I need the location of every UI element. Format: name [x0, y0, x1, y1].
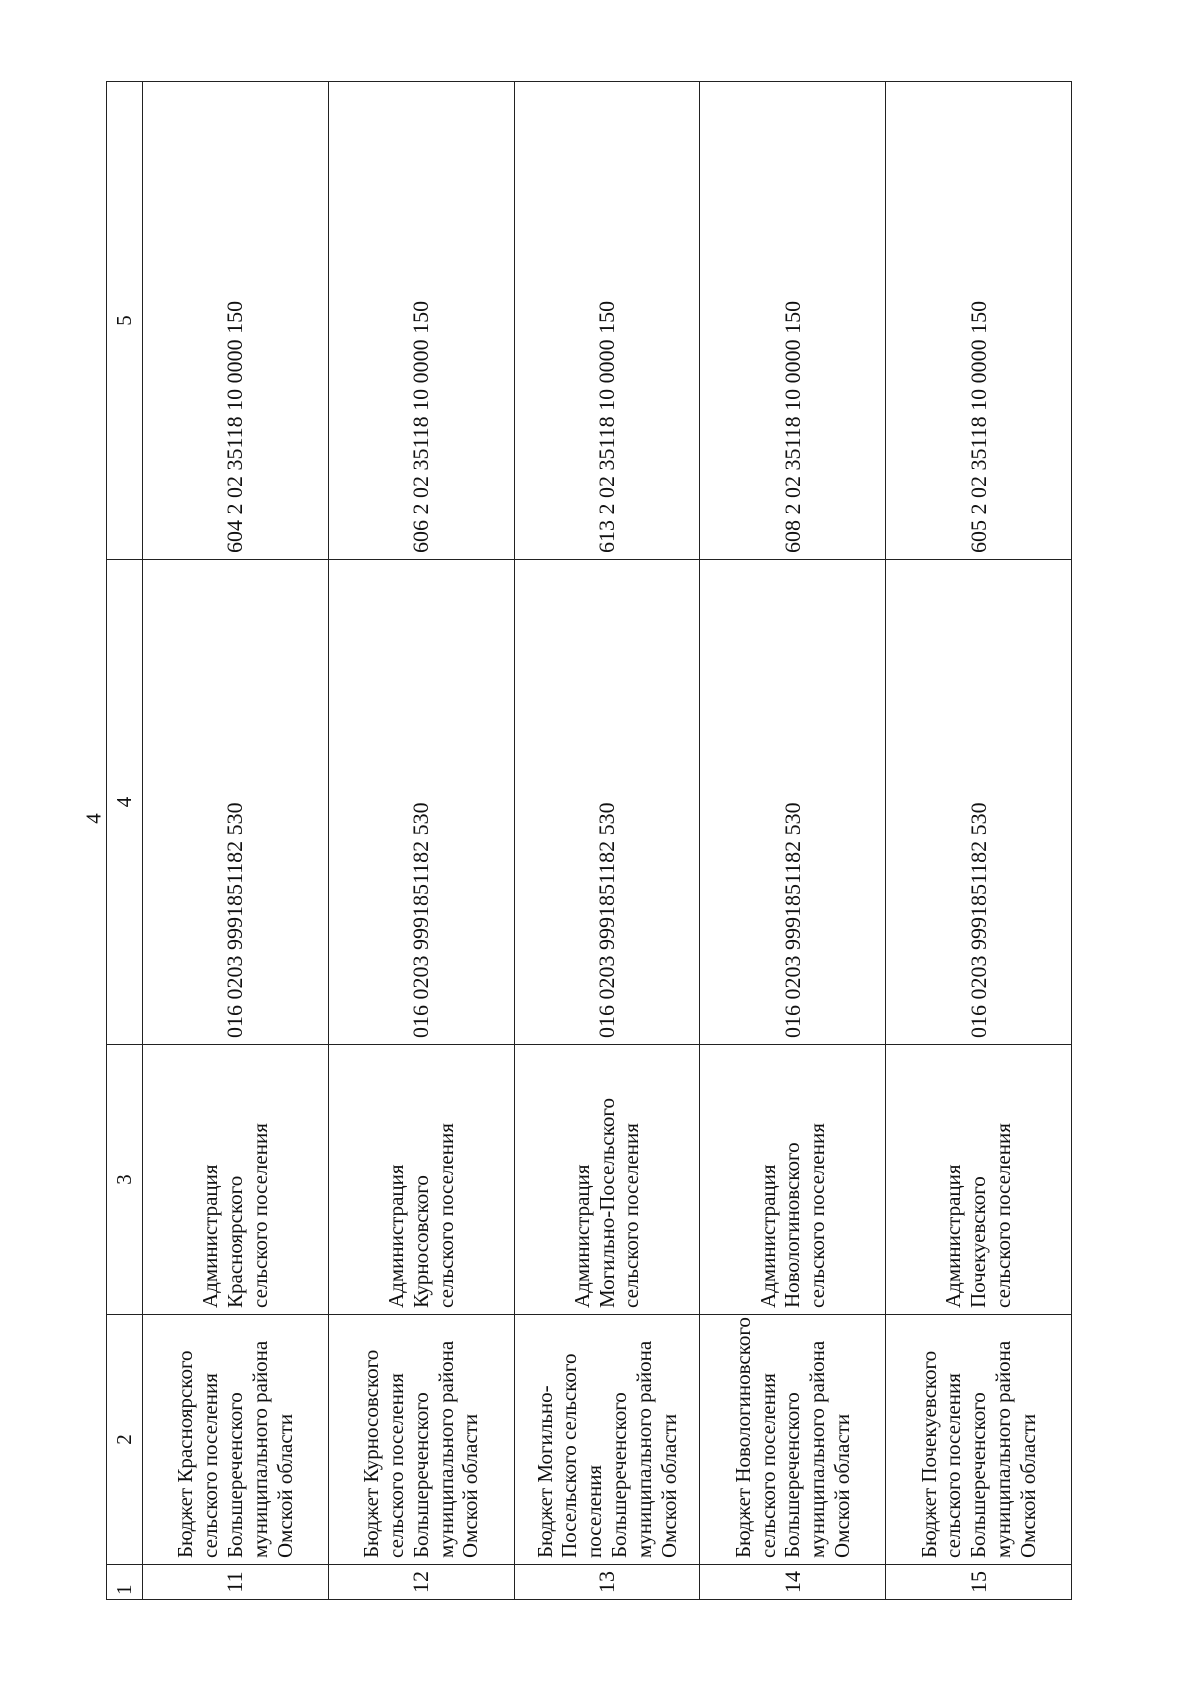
- administrator-line: Красноярского: [223, 1175, 248, 1308]
- budget-name-line: муниципального района: [805, 1340, 830, 1558]
- budget-name-line: Омской области: [458, 1413, 483, 1558]
- budget-name-line: Омской области: [656, 1413, 681, 1558]
- budget-name-line: Бюджет Почекуевского: [916, 1350, 941, 1558]
- budget-name-line: Омской области: [272, 1413, 297, 1558]
- budget-name-line: муниципального района: [631, 1340, 656, 1558]
- budget-name-line: Большереченского: [223, 1392, 248, 1558]
- administrator-cell: [514, 1045, 700, 1315]
- budget-name-cell: [514, 1315, 700, 1565]
- expense-code-cell: 016 0203 9991851182 530: [886, 560, 1072, 1045]
- expense-code-cell: 016 0203 9991851182 530: [328, 560, 514, 1045]
- administrator-cell: [328, 1045, 514, 1315]
- budget-name-line: Омской области: [829, 1413, 854, 1558]
- administrator-line: сельского поселения: [619, 1123, 644, 1308]
- budget-name-line: муниципального района: [990, 1340, 1015, 1558]
- budget-name-line: Бюджет Новологиновского: [730, 1317, 755, 1558]
- column-number-1: 1: [107, 1565, 143, 1600]
- budget-name-line: Посельского сельского: [557, 1353, 582, 1558]
- expense-code-cell: 016 0203 9991851182 530: [514, 560, 700, 1045]
- budget-name-line: поселения: [582, 1464, 607, 1558]
- budget-name-line: Бюджет Могильно-: [532, 1385, 557, 1558]
- budget-name-line: сельского поселения: [941, 1373, 966, 1558]
- distribution-table: [106, 81, 1072, 1600]
- expense-code-cell: 016 0203 9991851182 530: [700, 560, 886, 1045]
- budget-name-cell: [328, 1315, 514, 1565]
- budget-name-line: сельского поселения: [198, 1373, 223, 1558]
- budget-name-cell: [143, 1315, 329, 1565]
- administrator-cell: [886, 1045, 1072, 1315]
- row-number: 14: [700, 1565, 886, 1600]
- administrator-line: Новологиновского: [780, 1142, 805, 1308]
- budget-name-line: муниципального района: [247, 1340, 272, 1558]
- administrator-line: сельского поселения: [805, 1123, 830, 1308]
- budget-name-line: Бюджет Красноярского: [173, 1350, 198, 1558]
- budget-name-line: Омской области: [1015, 1413, 1040, 1558]
- budget-name-line: муниципального района: [433, 1340, 458, 1558]
- row-number: 11: [143, 1565, 329, 1600]
- budget-name-cell: [700, 1315, 886, 1565]
- administrator-line: Почекуевского: [966, 1176, 991, 1308]
- administrator-line: Могильно-Посельского: [594, 1098, 619, 1308]
- administrator-cell: [143, 1045, 329, 1315]
- budget-name-cell: [886, 1315, 1072, 1565]
- column-number-row: [107, 82, 143, 1600]
- table-row: [514, 82, 700, 1600]
- column-number-3: 3: [107, 1045, 143, 1315]
- table-row: [328, 82, 514, 1600]
- revenue-code-cell: 606 2 02 35118 10 0000 150: [328, 82, 514, 560]
- administrator-line: сельского поселения: [433, 1123, 458, 1308]
- administrator-line: Администрация: [941, 1164, 966, 1308]
- administrator-line: Администрация: [198, 1164, 223, 1308]
- revenue-code-cell: 608 2 02 35118 10 0000 150: [700, 82, 886, 560]
- budget-name-line: Большереченского: [780, 1392, 805, 1558]
- budget-name-line: Большереченского: [606, 1392, 631, 1558]
- table-row: [886, 82, 1072, 1600]
- row-number: 13: [514, 1565, 700, 1600]
- budget-name-line: сельского поселения: [384, 1373, 409, 1558]
- budget-name-line: Большереченского: [408, 1392, 433, 1558]
- administrator-line: Администрация: [384, 1164, 409, 1308]
- rotated-table-container: [106, 82, 1071, 1600]
- budget-name-line: Большереченского: [966, 1392, 991, 1558]
- table-row: [700, 82, 886, 1600]
- administrator-line: Курносовского: [408, 1175, 433, 1308]
- column-number-2: 2: [107, 1315, 143, 1565]
- budget-name-line: сельского поселения: [755, 1373, 780, 1558]
- revenue-code-cell: 604 2 02 35118 10 0000 150: [143, 82, 329, 560]
- budget-name-line: Бюджет Курносовского: [359, 1349, 384, 1558]
- row-number: 12: [328, 1565, 514, 1600]
- administrator-line: Администрация: [755, 1164, 780, 1308]
- revenue-code-cell: 613 2 02 35118 10 0000 150: [514, 82, 700, 560]
- column-number-4: 4: [107, 560, 143, 1045]
- table-row: [143, 82, 329, 1600]
- administrator-cell: [700, 1045, 886, 1315]
- row-number: 15: [886, 1565, 1072, 1600]
- expense-code-cell: 016 0203 9991851182 530: [143, 560, 329, 1045]
- administrator-line: сельского поселения: [247, 1123, 272, 1308]
- revenue-code-cell: 605 2 02 35118 10 0000 150: [886, 82, 1072, 560]
- administrator-line: Администрация: [569, 1164, 594, 1308]
- page-number: 4: [81, 813, 106, 824]
- administrator-line: сельского поселения: [990, 1123, 1015, 1308]
- column-number-5: 5: [107, 82, 143, 560]
